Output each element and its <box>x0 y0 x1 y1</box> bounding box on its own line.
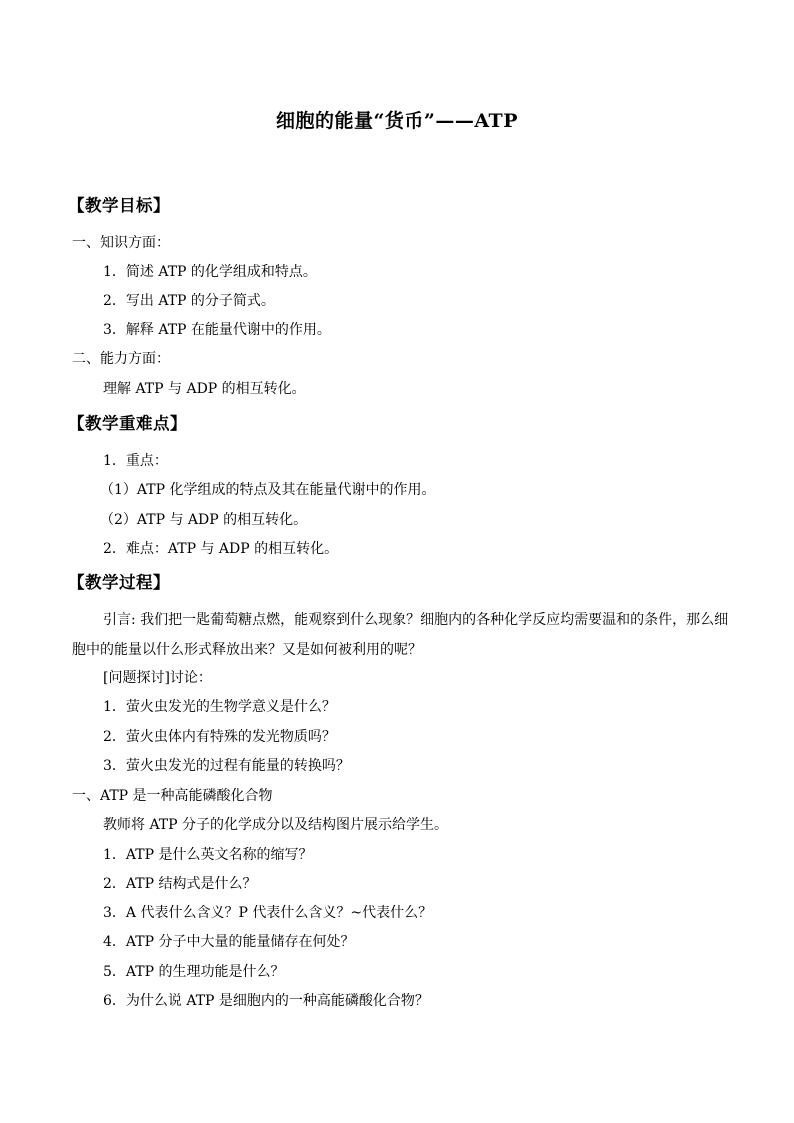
intro-text: 引言: 我们把一匙葡萄糖点燃，能观察到什么现象？细胞内的各种化学反应均需要温和的条件，那么细胞中的能量以什么形式释放出来？又是如何被利用的呢？ <box>72 612 729 658</box>
focus-item: （2）ATP 与 ADP 的相互转化。 <box>100 512 308 528</box>
knowledge-heading: 一、知识方面： <box>72 235 170 251</box>
focus-item: （1）ATP 化学组成的特点及其在能量代谢中的作用。 <box>100 482 436 498</box>
part1-heading: 一、ATP 是一种高能磷酸化合物 <box>72 788 273 804</box>
focus-label: 1．重点： <box>103 453 168 469</box>
discussion-item: 2．萤火虫体内有特殊的发光物质吗？ <box>103 729 336 745</box>
knowledge-item: 1．简述 ATP 的化学组成和特点。 <box>103 264 317 280</box>
knowledge-item: 2．写出 ATP 的分子简式。 <box>103 293 275 309</box>
part1-intro: 教师将 ATP 分子的化学成分以及结构图片展示给学生。 <box>103 817 449 833</box>
section-heading-process: 【教学过程】 <box>68 573 170 592</box>
discussion-item: 3．萤火虫发光的过程有能量的转换吗？ <box>103 758 350 774</box>
difficulty-item: 2．难点：ATP 与 ADP 的相互转化。 <box>103 541 339 557</box>
knowledge-item: 3．解释 ATP 在能量代谢中的作用。 <box>103 322 331 338</box>
section-heading-objectives: 【教学目标】 <box>68 196 170 215</box>
part1-question: 3．A 代表什么含义？P 代表什么含义？~代表什么？ <box>103 905 433 921</box>
discussion-label: [问题探讨]讨论： <box>103 670 212 686</box>
part1-question: 1．ATP 是什么英文名称的缩写？ <box>103 847 313 863</box>
section-heading-key-points: 【教学重难点】 <box>68 414 187 433</box>
document-title: 细胞的能量“货币”——ATP <box>276 110 518 132</box>
part1-question: 4．ATP 分子中大量的能量储存在何处？ <box>103 934 355 950</box>
intro-paragraph <box>72 606 732 665</box>
ability-item: 理解 ATP 与 ADP 的相互转化。 <box>103 381 306 397</box>
ability-heading: 二、能力方面： <box>72 351 170 367</box>
part1-question: 2．ATP 结构式是什么？ <box>103 876 257 892</box>
discussion-item: 1．萤火虫发光的生物学意义是什么？ <box>103 699 336 715</box>
part1-question: 6．为什么说 ATP 是细胞内的一种高能磷酸化合物？ <box>103 993 429 1009</box>
part1-question: 5．ATP 的生理功能是什么？ <box>103 964 285 980</box>
